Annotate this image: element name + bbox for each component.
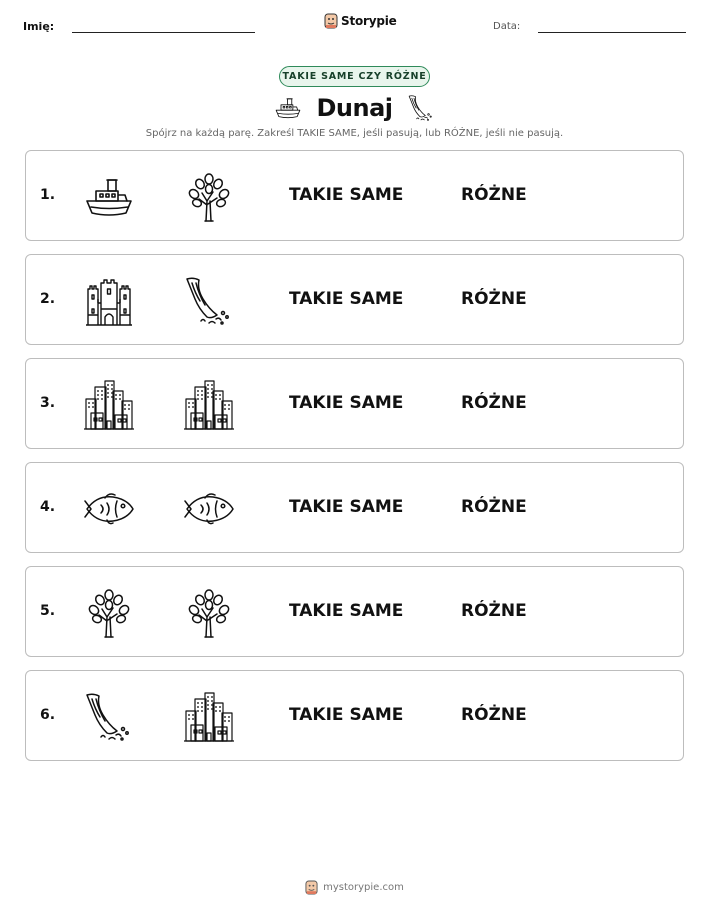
option-different[interactable]: RÓŻNE	[461, 393, 527, 413]
pair-number: 6.	[40, 707, 56, 723]
date-label: Data:	[493, 21, 521, 32]
waterfall-icon	[183, 275, 235, 327]
option-different[interactable]: RÓŻNE	[461, 185, 527, 205]
waterfall-icon	[407, 94, 435, 122]
pair-number: 1.	[40, 187, 56, 203]
footer-url: mystorypie.com	[323, 882, 404, 893]
tree-icon	[183, 587, 235, 639]
worksheet-type-badge: TAKIE SAME CZY RÓŻNE	[279, 66, 430, 87]
page-header	[0, 0, 709, 50]
pair-card	[25, 254, 684, 345]
pair-number: 4.	[40, 499, 56, 515]
option-different[interactable]: RÓŻNE	[461, 705, 527, 725]
pair-number: 3.	[40, 395, 56, 411]
tree-icon	[183, 171, 235, 223]
option-different[interactable]: RÓŻNE	[461, 601, 527, 621]
option-same[interactable]: TAKIE SAME	[289, 601, 404, 621]
option-same[interactable]: TAKIE SAME	[289, 393, 404, 413]
city-icon	[183, 379, 235, 431]
pair-card	[25, 670, 684, 761]
boat-icon	[83, 171, 135, 223]
city-icon	[183, 691, 235, 743]
footer	[0, 880, 709, 895]
page-title: Dunaj	[316, 94, 393, 122]
option-same[interactable]: TAKIE SAME	[289, 705, 404, 725]
tree-icon	[83, 587, 135, 639]
title-row	[0, 92, 709, 124]
option-different[interactable]: RÓŻNE	[461, 497, 527, 517]
option-different[interactable]: RÓŻNE	[461, 289, 527, 309]
storypie-mascot-icon	[324, 13, 338, 29]
brand-logo	[324, 13, 397, 29]
waterfall-icon	[83, 691, 135, 743]
fish-icon	[183, 483, 235, 535]
name-field[interactable]	[72, 32, 255, 33]
fish-icon	[83, 483, 135, 535]
city-icon	[83, 379, 135, 431]
castle-icon	[83, 275, 135, 327]
pair-number: 2.	[40, 291, 56, 307]
option-same[interactable]: TAKIE SAME	[289, 497, 404, 517]
storypie-mascot-icon	[305, 880, 318, 895]
name-label: Imię:	[23, 20, 55, 33]
boat-icon	[274, 94, 302, 122]
pair-card	[25, 566, 684, 657]
pair-number: 5.	[40, 603, 56, 619]
pair-card	[25, 358, 684, 449]
pair-card	[25, 150, 684, 241]
instructions: Spójrz na każdą parę. Zakreśl TAKIE SAME, jeśli pasują, lub RÓŻNE, jeśli nie pasują.	[145, 128, 564, 139]
option-same[interactable]: TAKIE SAME	[289, 289, 404, 309]
option-same[interactable]: TAKIE SAME	[289, 185, 404, 205]
date-field[interactable]	[538, 32, 686, 33]
pair-card	[25, 462, 684, 553]
brand-name: Storypie	[341, 14, 397, 28]
